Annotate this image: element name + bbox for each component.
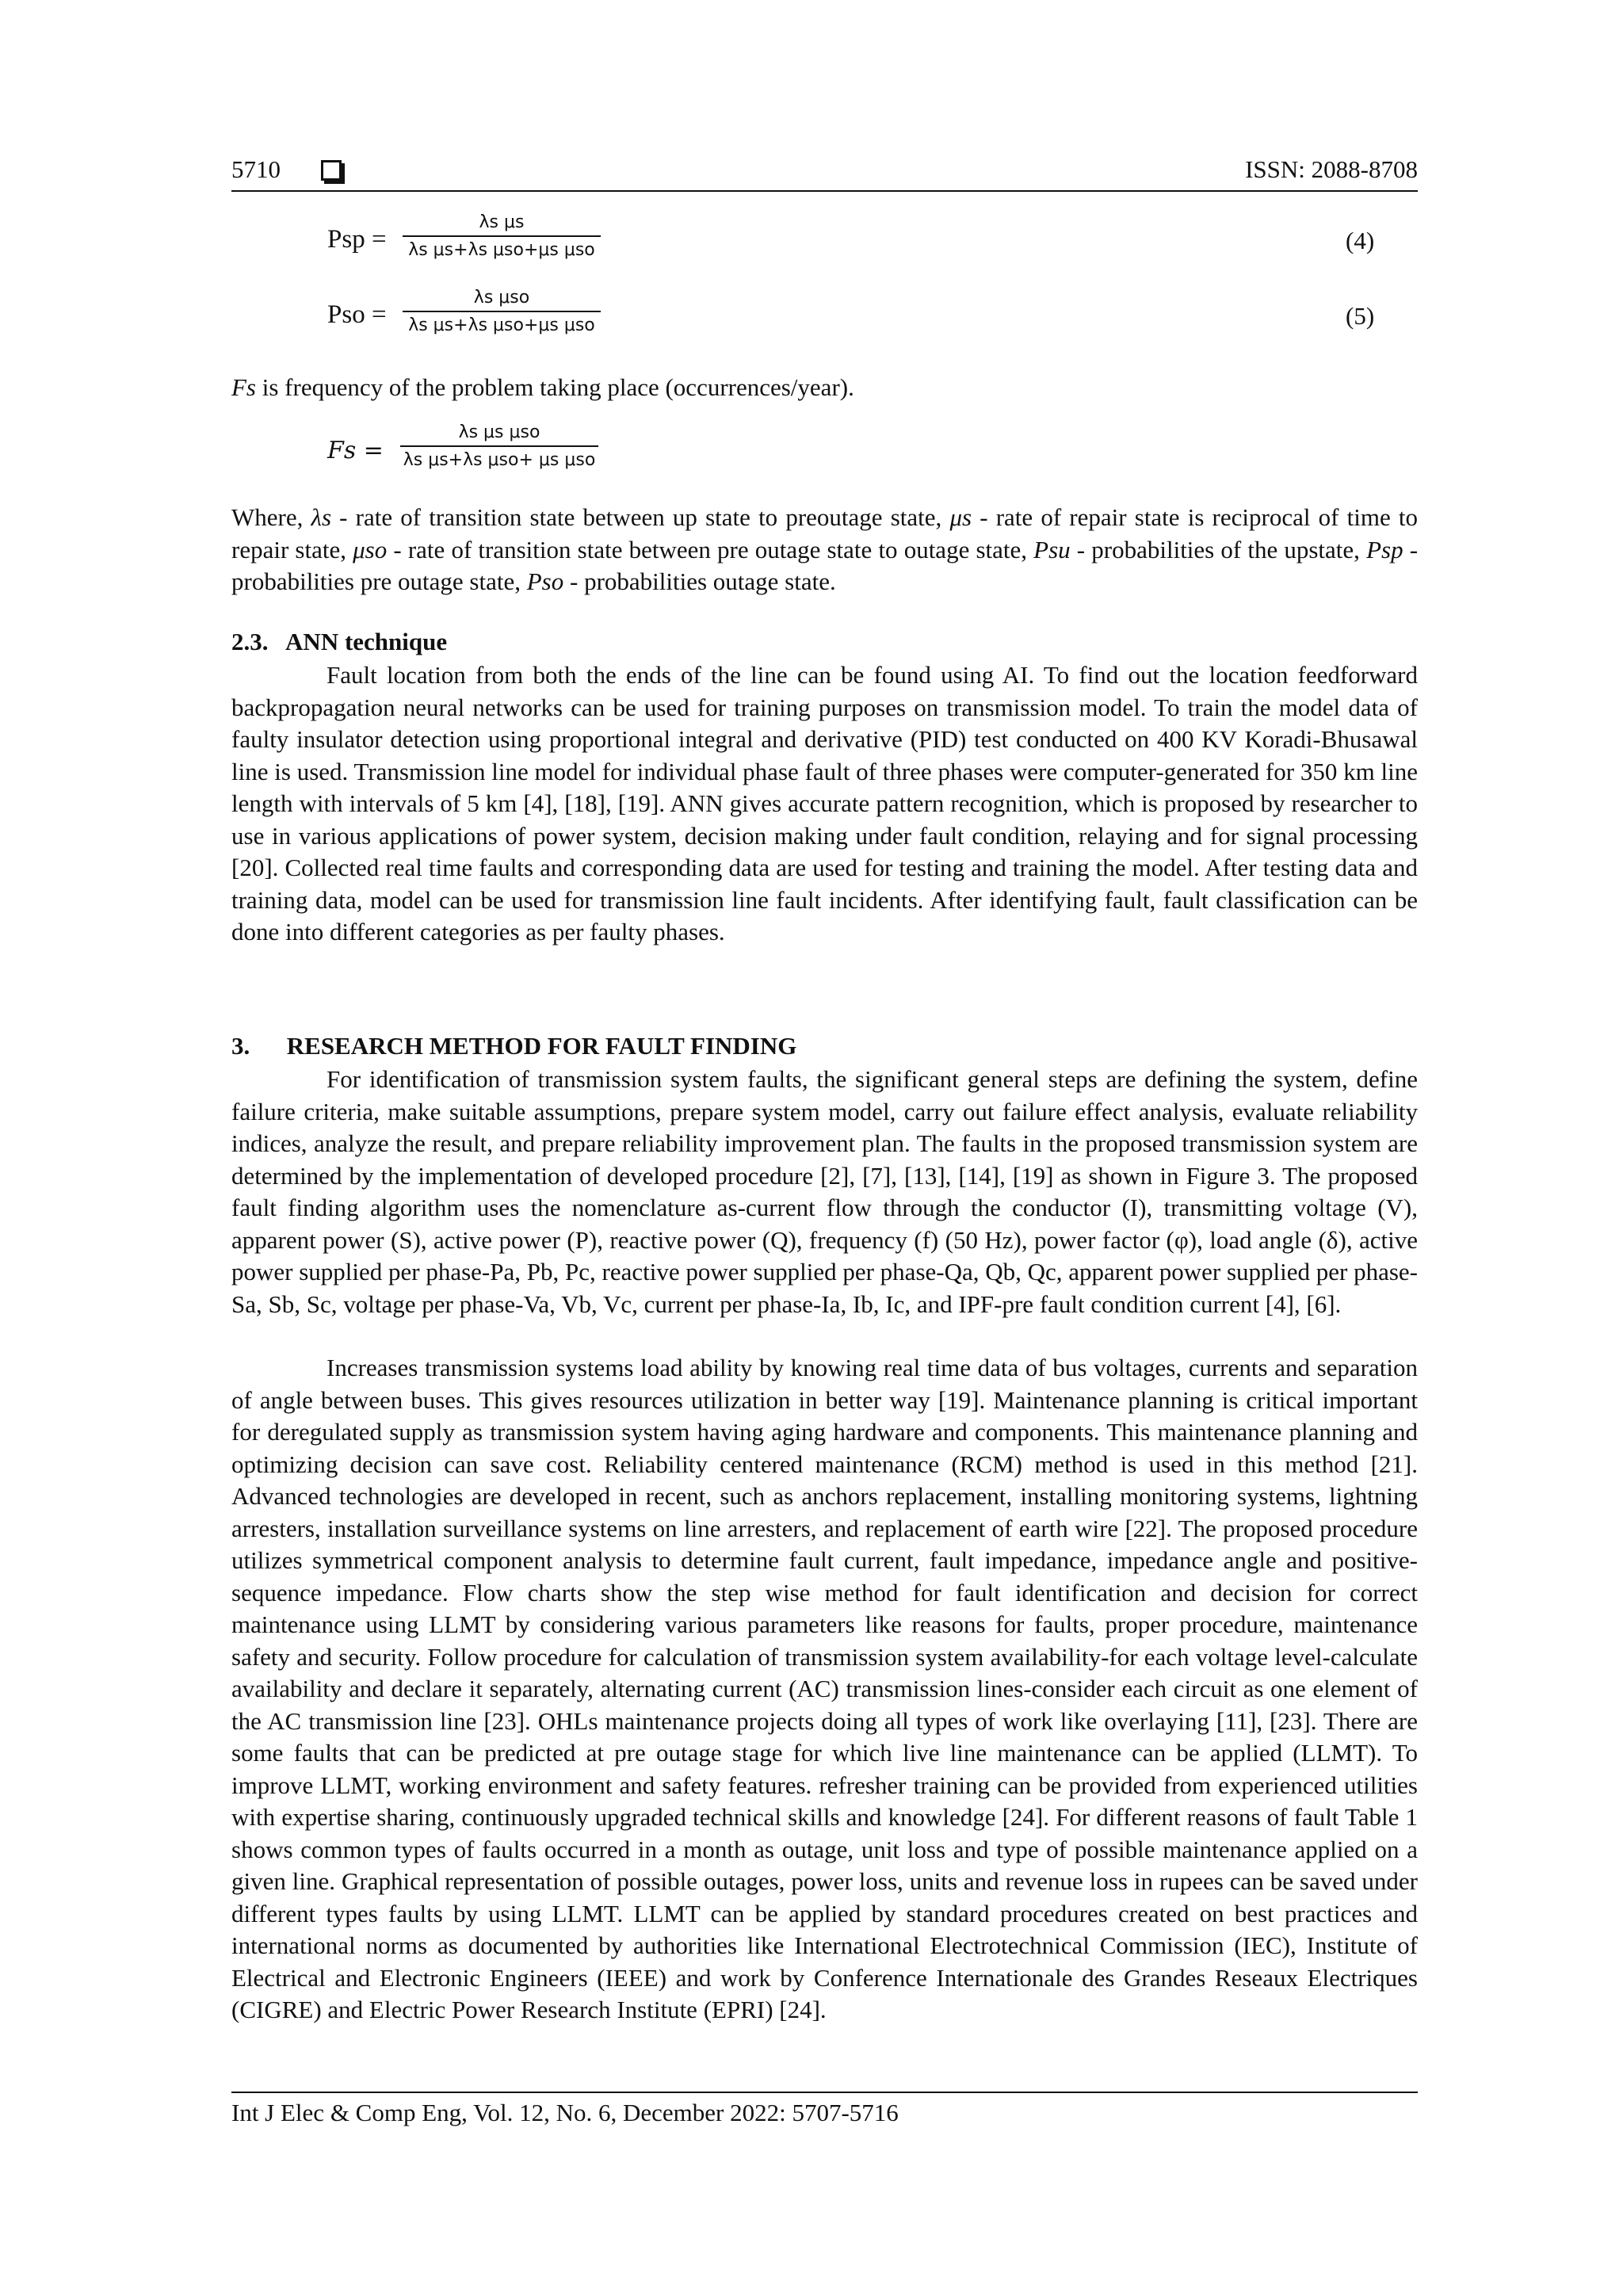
equation-4	[327, 212, 1421, 268]
fraction-denominator: λs μs+λs μso+ μs μso	[403, 450, 596, 470]
equation-lhs: Fs =	[327, 437, 384, 464]
equation-fraction	[403, 212, 601, 260]
text-run: - probabilities outage state.	[563, 567, 836, 595]
equation-number-4: (4)	[1346, 227, 1375, 254]
fs-intro-text: is frequency of the problem taking place (occurrences/year).	[256, 373, 854, 401]
page-number: 5710	[231, 155, 281, 183]
variable-psu: Psu	[1033, 535, 1071, 563]
page-header	[231, 155, 1418, 190]
variable-lambda-s: λs	[311, 503, 332, 531]
text-run: - rate of transition state between pre outage state to outage state,	[387, 535, 1034, 563]
text-run: Where,	[231, 503, 311, 531]
fs-variable: Fs	[231, 373, 256, 401]
fraction-numerator: λs μso	[473, 288, 530, 308]
section-heading-2-3: 2.3. ANN technique	[231, 628, 448, 655]
checkbox-square-icon	[321, 160, 342, 181]
text-run: - probabilities pre outage state,	[231, 535, 1419, 595]
variable-mu-so: μso	[353, 535, 388, 563]
fraction-numerator: λs μs	[479, 212, 525, 232]
section-3-paragraph-1: For identification of transmission system faults, the significant general steps are defining the system, define failure criteria, make suitable assumptions, prepare system model, carry out failure effect analysis, evaluate reliability indices, analyze the result, and prepare reliability improvement plan. The faults in the proposed transmission system are determined by the implementation of developed procedure [2], [7], [13], [14], [19] as shown in Figure 3. The proposed fault finding algorithm uses the nomenclature as-current flow through the conductor (I), transmitting voltage (V), apparent power (S), active power (P), reactive power (Q), frequency (f) (50 Hz), power factor (φ), load angle (δ), active power supplied per phase-Pa, Pb, Pc, reactive power supplied per phase-Qa, Qb, Qc, apparent power supplied per phase-Sa, Sb, Sc, voltage per phase-Va, Vb, Vc, current per phase-Ia, Ib, Ic, and IPF-pre fault condition current [4], [6].	[231, 1065, 1418, 1318]
section-heading-3: 3. RESEARCH METHOD FOR FAULT FINDING	[231, 1032, 797, 1060]
variable-psp: Psp	[1366, 535, 1403, 563]
footer-rule	[231, 2092, 1418, 2093]
variable-pso: Pso	[526, 567, 564, 595]
section-2-3-body: Fault location from both the ends of the line can be found using AI. To find out the location feedforward backpropagation neural networks can be used for training purposes on transmission model. To train the model data of faulty insulator detection using proportional integral and derivative (PID) test conducted on 400 KV Koradi-Bhusawal line is used. Transmission line model for individual phase fault of three phases were computer-generated for 350 km line length with intervals of 5 km [4], [18], [19]. ANN gives accurate pattern recognition, which is proposed by researcher to use in various applications of power system, decision making under fault condition, relaying and for signal processing [20]. Collected real time faults and corresponding data are used for testing and training the model. After testing data and training data, model can be used for transmission line fault incidents. After identifying fault, fault classification can be done into different categories as per faulty phases.	[231, 661, 1418, 946]
equation-lhs: Psp =	[327, 225, 387, 254]
text-run: - rate of transition state between up state to preoutage state,	[331, 503, 950, 531]
equation-lhs: Pso =	[327, 300, 387, 329]
equation-fraction	[400, 422, 598, 470]
issn-label: ISSN: 2088-8708	[1245, 155, 1418, 183]
equation-fraction	[403, 288, 601, 335]
header-rule	[231, 190, 1418, 192]
fs-intro-line	[231, 372, 1418, 404]
fraction-numerator: λs μs μso	[458, 422, 540, 442]
equation-number-5: (5)	[1346, 302, 1375, 330]
fraction-denominator: λs μs+λs μso+μs μso	[408, 240, 595, 260]
fraction-denominator: λs μs+λs μso+μs μso	[408, 315, 595, 335]
variable-mu-s: μs	[949, 503, 972, 531]
text-run: - rate of repair state is reciprocal of time to repair state,	[231, 503, 1418, 563]
text-run: - probabilities of the upstate,	[1070, 535, 1367, 563]
variable-definitions-paragraph	[231, 502, 1418, 598]
equation-fs	[327, 422, 1421, 478]
section-3-paragraph-2: Increases transmission systems load ability by knowing real time data of bus voltages, currents and separation of angle between buses. This gives resources utilization in better way [19]. Maintenance planning is critical important for deregulated supply as transmission system having aging hardware and components. This maintenance planning and optimizing decision can save cost. Reliability centered maintenance (RCM) method is used in this method [21]. Advanced technologies are developed in recent, such as anchors replacement, installing monitoring systems, lightning arresters, installation surveillance systems on line arresters, and replacement of earth wire [22]. The proposed procedure utilizes symmetrical component analysis to determine fault current, fault impedance, impedance angle and positive-sequence impedance. Flow charts show the step wise method for fault identification and decision for correct maintenance using LLMT by considering various parameters like reasons for faults, proper procedure, maintenance safety and security. Follow procedure for calculation of transmission system availability-for each voltage level-calculate availability and declare it separately, alternating current (AC) transmission lines-consider each circuit as one element of the AC transmission line [23]. OHLs maintenance projects doing all types of work like overlaying [11], [23]. There are some faults that can be predicted at pre outage stage for which live line maintenance can be applied (LLMT). To improve LLMT, working environment and safety features. refresher training can be provided from experienced utilities with expertise sharing, continuously upgraded technical skills and knowledge [24]. For different reasons of fault Table 1 shows common types of faults occurred in a month as outage, unit loss and type of possible maintenance applied on a given line. Graphical representation of possible outages, power loss, units and revenue loss in rupees can be saved under different types faults by using LLMT. LLMT can be applied by standard procedures created on best practices and international norms as documented by authorities like International Electrotechnical Commission (IEC), Institute of Electrical and Electronic Engineers (IEEE) and work by Conference Internationale des Grandes Reseaux Electriques (CIGRE) and Electric Power Research Institute (EPRI) [24].	[231, 1354, 1418, 2023]
equation-5	[327, 288, 1421, 343]
footer-citation: Int J Elec & Comp Eng, Vol. 12, No. 6, December 2022: 5707-5716	[231, 2099, 899, 2126]
